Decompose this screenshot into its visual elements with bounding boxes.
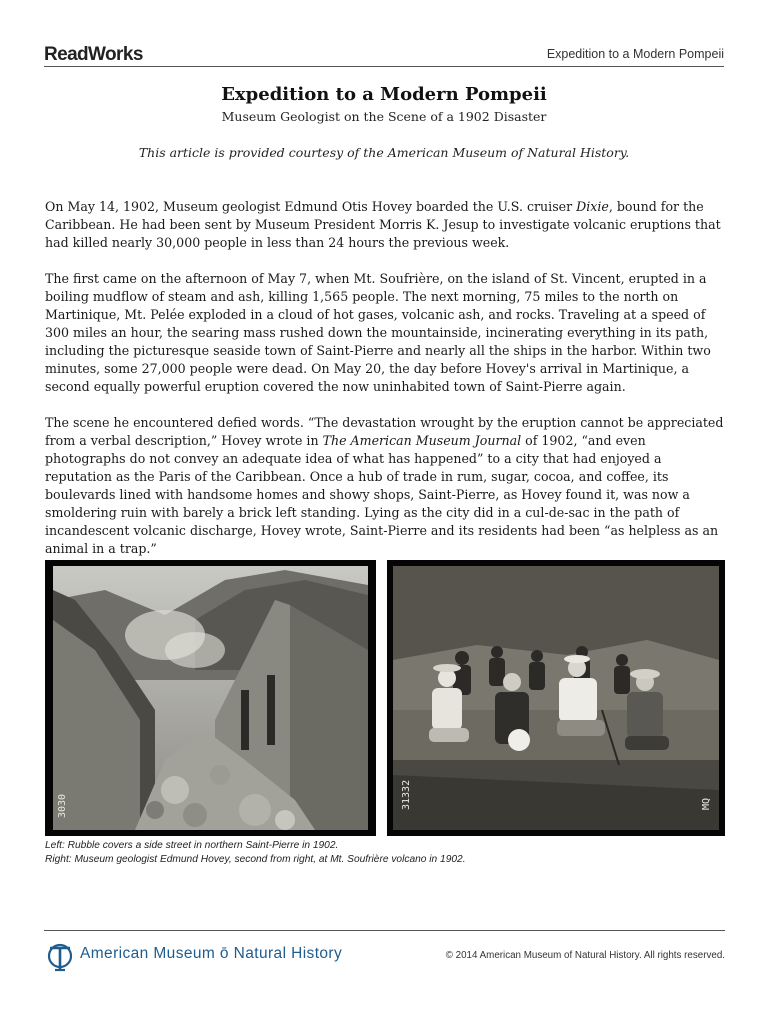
readworks-logo: ReadWorks xyxy=(44,44,143,65)
journal-name: The American Museum Journal xyxy=(322,433,522,448)
paragraph-2: The first came on the afternoon of May 7, when Mt. Soufrière, on the island of St. Vincent, erupted in a boiling mudflow of steam and ash, killing 1,565 people. The next morning, 75 miles to the north on Martinique, Mt. Pelée exploded in a cloud of hot gases, volcanic ash, and rocks. Traveling at a speed of 300 miles an hour, the searing mass rushed down the mountainside, incinerating everything in its path, including the picturesque seaside town of Saint-Pierre and nearly all the ships in the harbor. Within two minutes, some 27,000 people were dead. On May 20, the day before Hovey's arrival in Martinique, a second equally powerful eruption covered the now uninhabited town of Saint-Pierre again. xyxy=(45,271,711,394)
page-header xyxy=(44,42,724,67)
ship-name: Dixie xyxy=(576,199,609,214)
article-subtitle: Museum Geologist on the Scene of a 1902 Disaster xyxy=(221,109,547,124)
copyright-notice: © 2014 American Museum of Natural History. All rights reserved. xyxy=(445,950,725,961)
header-article-title: Expedition to a Modern Pompeii xyxy=(546,47,724,61)
svg-text:31332: 31332 xyxy=(401,779,412,810)
article-body xyxy=(45,198,725,576)
photo-hovey-group xyxy=(387,560,725,836)
photo-captions xyxy=(45,839,725,867)
courtesy-note: This article is provided courtesy of the American Museum of Natural History. xyxy=(138,145,630,160)
page-footer xyxy=(44,930,725,981)
amnh-name: American Museum ō Natural History xyxy=(80,945,343,962)
svg-text:MQ: MQ xyxy=(701,797,712,810)
caption-left: Left: Rubble covers a side street in northern Saint-Pierre in 1902. xyxy=(45,840,339,851)
paragraph-3: The scene he encountered defied words. “The devastation wrought by the eruption cannot be appreciated from a verbal description,” Hovey wrote in The American Museum Journal of 1902, “and even photographs do not convey an adequate idea of what has happened” to a city that had enjoyed a reputation as the Paris of the Caribbean. Once a hub of trade in rum, sugar, cocoa, and coffee, its boulevards lined with handsome homes and showy shops, Saint-Pierre, as Hovey found it, was now a smoldering ruin with barely a brick left standing. Lying as the city did in a cul-de-sac in the path of incandescent volcanic discharge, Hovey wrote, Saint-Pierre and its residents had been “as helpless as an animal in a trap.” xyxy=(45,415,724,556)
photo-pair xyxy=(45,560,725,836)
article-title: Expedition to a Modern Pompeii xyxy=(221,84,547,105)
svg-text:3030: 3030 xyxy=(57,793,68,818)
rubble-street-image xyxy=(45,560,376,836)
caption-right: Right: Museum geologist Edmund Hovey, second from right, at Mt. Soufrière volcano in 1902. xyxy=(45,854,466,865)
hovey-group-image xyxy=(387,560,725,836)
photo-rubble-street xyxy=(45,560,376,836)
amnh-logo-icon xyxy=(46,939,74,973)
paragraph-1: On May 14, 1902, Museum geologist Edmund Otis Hovey boarded the U.S. cruiser Dixie, bound for the Caribbean. He had been sent by Museum President Morris K. Jesup to investigate volcanic eruptions that had killed nearly 30,000 people in less than 24 hours the previous week. xyxy=(45,199,721,250)
